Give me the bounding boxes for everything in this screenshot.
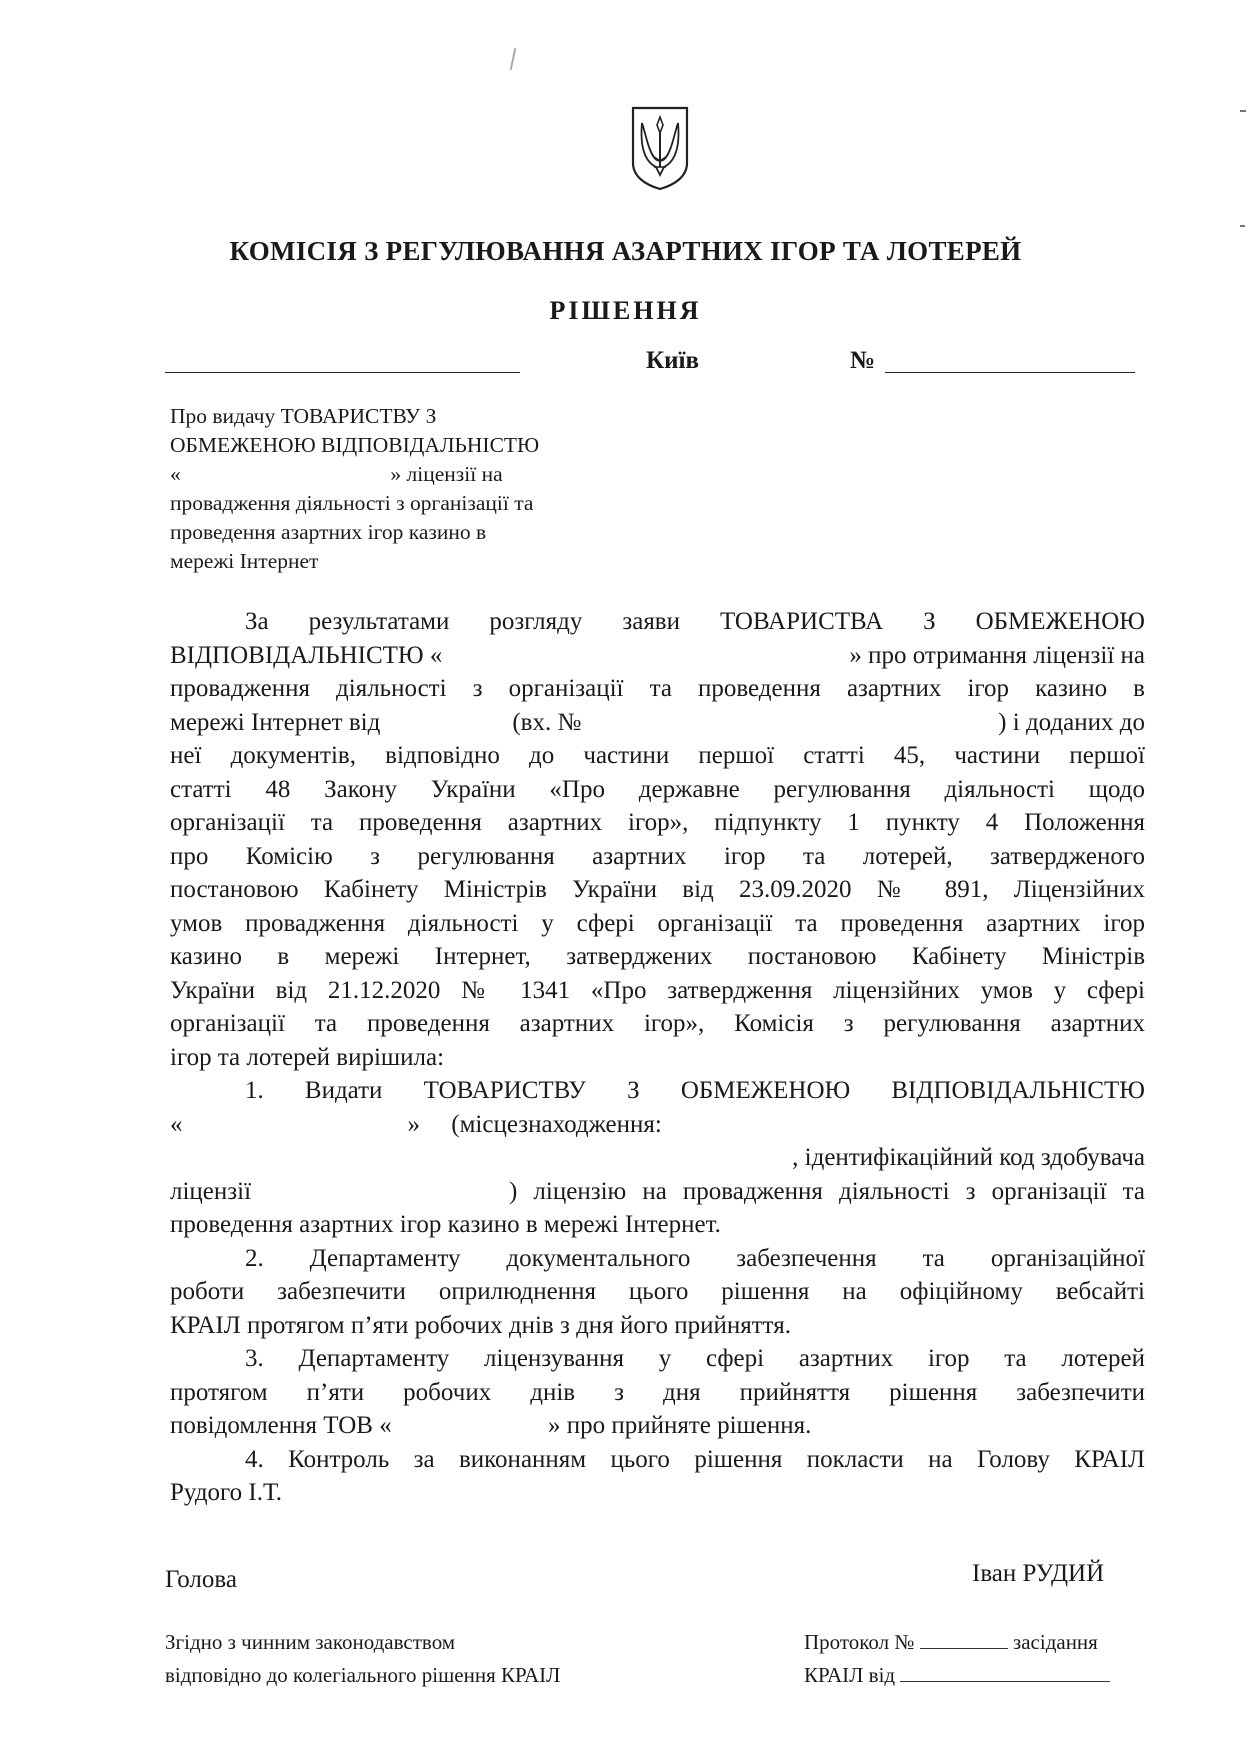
body-line: організації та проведення азартних ігор», Комісія з регулювання азартних bbox=[170, 1010, 1145, 1037]
item-4-line: Рудого І.Т. bbox=[170, 1479, 283, 1506]
subject-line: Про видачу ТОВАРИСТВУ З bbox=[170, 404, 437, 428]
item-3-line: 3. Департаменту ліцензування у сфері азартних ігор та лотерей bbox=[245, 1345, 1145, 1372]
footer-legal-note bbox=[165, 1626, 560, 1692]
body-line: провадження діяльності з організації та проведення азартних ігор казино в bbox=[170, 675, 1145, 702]
coat-of-arms-icon bbox=[630, 105, 690, 191]
body-line: неї документів, відповідно до частини першої статті 45, частини першої bbox=[170, 742, 1145, 769]
body-line bbox=[170, 639, 1145, 673]
meeting-label: засідання bbox=[1012, 1630, 1098, 1654]
city-label: Київ bbox=[646, 347, 699, 374]
signatory-name: Іван РУДИЙ bbox=[972, 1560, 1105, 1587]
date-blank-line bbox=[165, 370, 520, 373]
body-line-part: (вх. № bbox=[512, 708, 582, 736]
footer-note-line: відповідно до колегіального рішення КРАІЛ bbox=[165, 1663, 561, 1687]
footer-protocol-block bbox=[804, 1626, 1110, 1692]
number-label: № bbox=[850, 347, 876, 374]
signatory-title: Голова bbox=[165, 1566, 237, 1593]
body-line-part: ВІДПОВІДАЛЬНІСТЮ « bbox=[170, 641, 443, 669]
scan-speck bbox=[1240, 225, 1245, 227]
blank-gap bbox=[380, 706, 512, 740]
subject-line: мережі Інтернет bbox=[170, 549, 319, 573]
body-line: ігор та лотерей вирішила: bbox=[170, 1043, 445, 1071]
protocol-label: Протокол № bbox=[804, 1630, 915, 1654]
item-1-line: « » (місцезнаходження: bbox=[170, 1110, 662, 1138]
scan-speck bbox=[1240, 110, 1246, 112]
organization-title: КОМІСІЯ З РЕГУЛЮВАННЯ АЗАРТНИХ ІГОР ТА ЛОТЕРЕЙ bbox=[229, 236, 1022, 266]
body-line: організації та проведення азартних ігор», підпункту 1 пункту 4 Положення bbox=[170, 809, 1145, 836]
item-3-line: протягом п’яти робочих днів з дня прийняття рішення забезпечити bbox=[170, 1378, 1145, 1406]
body-line-part: » про отримання ліцензії на bbox=[849, 641, 1145, 669]
body-line: казино в мережі Інтернет, затверджених постановою Кабінету Міністрів bbox=[170, 943, 1145, 970]
item-4-line: 4. Контроль за виконанням цього рішення покласти на Голову КРАІЛ bbox=[245, 1445, 1145, 1473]
document-type-title: РІШЕННЯ bbox=[549, 296, 702, 325]
item-1-line: 1. Видати ТОВАРИСТВУ З ОБМЕЖЕНОЮ ВІДПОВІДАЛЬНІСТЮ bbox=[245, 1077, 1145, 1104]
decision-body bbox=[170, 605, 1145, 1510]
protocol-number-blank bbox=[920, 1648, 1008, 1649]
subject-line: провадження діяльності з організації та bbox=[170, 491, 534, 515]
body-line: постановою Кабінету Міністрів України від 23.09.2020 № 891, Ліцензійних bbox=[170, 876, 1145, 903]
item-1-line: ліцензії ) ліцензію на провадження діяльності з організації та bbox=[170, 1177, 1145, 1205]
body-line-part: мережі Інтернет від bbox=[170, 708, 381, 736]
protocol-from-label: КРАІЛ від bbox=[804, 1663, 896, 1687]
blank-gap bbox=[581, 706, 998, 740]
subject-line: проведення азартних ігор казино в bbox=[170, 520, 487, 544]
body-line: статті 48 Закону України «Про державне регулювання діяльності щодо bbox=[170, 775, 1145, 803]
footer-note-line: Згідно з чинним законодавством bbox=[165, 1630, 456, 1654]
item-1-line: проведення азартних ігор казино в мережі Інтернет. bbox=[170, 1211, 721, 1238]
body-line: За результатами розгляду заяви ТОВАРИСТВА З ОБМЕЖЕНОЮ bbox=[245, 608, 1145, 635]
body-line: про Комісію з регулювання азартних ігор та лотерей, затвердженого bbox=[170, 842, 1145, 870]
protocol-line bbox=[804, 1626, 1110, 1659]
body-line: України від 21.12.2020 № 1341 «Про затвердження ліцензійних умов у сфері bbox=[170, 976, 1145, 1004]
scan-speck bbox=[510, 48, 517, 70]
subject-line: « » ліцензії на bbox=[170, 462, 503, 486]
body-line bbox=[170, 706, 1145, 740]
decision-subject bbox=[170, 402, 620, 576]
body-line: умов провадження діяльності у сфері організації та проведення азартних ігор bbox=[170, 909, 1145, 937]
body-line-part: ) і доданих до bbox=[998, 708, 1145, 736]
protocol-date-line bbox=[804, 1659, 1110, 1692]
item-3-line: повідомлення ТОВ « » про прийняте рішення. bbox=[170, 1412, 812, 1439]
item-2-line: роботи забезпечити оприлюднення цього рішення на офіційному вебсайті bbox=[170, 1278, 1145, 1305]
protocol-date-blank bbox=[900, 1681, 1110, 1682]
item-1-line: , ідентифікаційний код здобувача bbox=[792, 1144, 1145, 1171]
item-2-line: 2. Департаменту документального забезпечення та організаційної bbox=[245, 1244, 1145, 1272]
subject-line: ОБМЕЖЕНОЮ ВІДПОВІДАЛЬНІСТЮ bbox=[170, 433, 540, 457]
item-2-line: КРАІЛ протягом п’яти робочих днів з дня його прийняття. bbox=[170, 1311, 791, 1339]
number-blank-line bbox=[885, 370, 1135, 373]
